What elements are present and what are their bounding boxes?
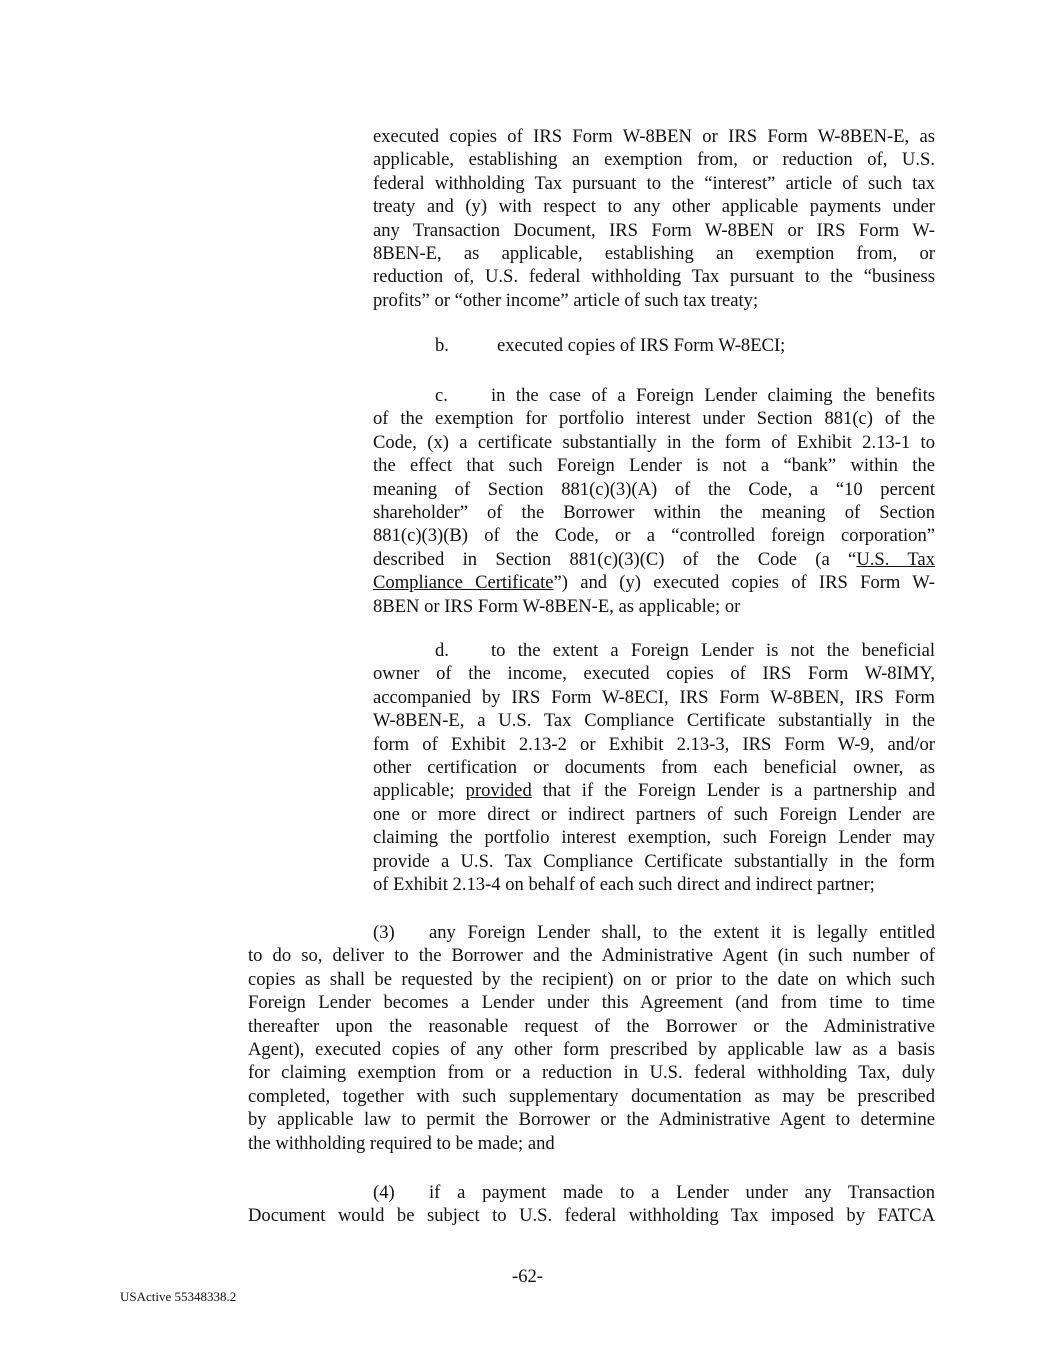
text-line (373, 639, 935, 662)
text-line (373, 595, 935, 618)
text-line (373, 756, 935, 779)
line-text: the withholding required to be made; and (248, 1132, 555, 1154)
line-text: copies as shall be requested by the recipient) on or prior to the date on which such (248, 968, 935, 990)
line-text: executed copies of IRS Form W-8ECI; (497, 335, 786, 356)
item-label: d. (435, 640, 449, 661)
line-text: treaty and (y) with respect to any other applicable payments under (373, 196, 935, 218)
line-text: for claiming exemption from or a reduction in U.S. federal withholding Tax, duly (248, 1062, 935, 1084)
line-text: 881(c)(3)(B) of the Code, or a “controlled foreign corporation” (373, 525, 935, 547)
line-text: completed, together with such supplementary documentation as may be prescribed (248, 1085, 935, 1107)
text-line (373, 242, 935, 265)
line-text: 8BEN or IRS Form W-8BEN-E, as applicable; or (373, 595, 741, 617)
line-text: executed copies of IRS Form W-8BEN or IRS Form W-8BEN-E, as (373, 126, 935, 147)
line-text: applicable, establishing an exemption from, or reduction of, U.S. (373, 149, 935, 171)
line-text: of Exhibit 2.13-4 on behalf of each such direct and indirect partner; (373, 873, 875, 895)
text-line (248, 1132, 935, 1155)
text-line (248, 1038, 935, 1061)
paragraph-4 (248, 1181, 935, 1228)
text-line (373, 571, 935, 594)
line-text: applicable; (373, 780, 466, 802)
text-line (373, 873, 935, 896)
text-line (373, 384, 935, 407)
underlined-term: U.S. Tax (856, 548, 935, 570)
text-line (248, 921, 935, 944)
line-text: claiming the portfolio interest exemption, such Foreign Lender may (373, 827, 935, 849)
text-line (373, 125, 935, 148)
paragraph-a-cont (373, 125, 935, 312)
line-text: shareholder” of the Borrower within the meaning of Section (373, 501, 935, 523)
line-text: that if the Foreign Lender is a partnership and (531, 780, 935, 802)
line-text: owner of the income, executed copies of IRS Form W-8IMY, (373, 663, 935, 685)
text-line (373, 172, 935, 195)
line-text: described in Section 881(c)(3)(C) of the Code (a “ (373, 548, 857, 570)
text-line (373, 686, 935, 709)
text-line (435, 334, 997, 357)
text-line (373, 662, 935, 685)
item-label: (3) (373, 922, 395, 943)
line-text: W-8BEN-E, a U.S. Tax Compliance Certificate substantially in the (373, 710, 935, 732)
text-line (373, 265, 935, 288)
underlined-term: provided (465, 780, 532, 802)
text-line (373, 148, 935, 171)
item-label: (4) (373, 1182, 395, 1203)
line-text: federal withholding Tax pursuant to the “interest” article of such tax (373, 172, 935, 194)
text-line (373, 431, 935, 454)
line-text: to the extent a Foreign Lender is not the beneficial (491, 640, 935, 661)
page-number: -62- (512, 1266, 543, 1287)
paragraph-b (435, 334, 997, 357)
item-label: c. (435, 385, 448, 406)
text-line (373, 850, 935, 873)
text-line (373, 501, 935, 524)
line-text: Agent), executed copies of any other form prescribed by applicable law as a basis (248, 1038, 935, 1060)
line-text: one or more direct or indirect partners of such Foreign Lender are (373, 803, 935, 825)
document-id-footer: USActive 55348338.2 (120, 1289, 237, 1304)
paragraph-d (373, 639, 935, 896)
line-text: to do so, deliver to the Borrower and the Administrative Agent (in such number of (248, 945, 935, 967)
line-text: provide a U.S. Tax Compliance Certificate substantially in the form (373, 850, 935, 872)
line-text: the effect that such Foreign Lender is not a “bank” within the (373, 455, 935, 477)
line-text: Foreign Lender becomes a Lender under this Agreement (and from time to time (248, 992, 935, 1014)
text-line (373, 709, 935, 732)
text-line (248, 1085, 935, 1108)
line-text: of the exemption for portfolio interest under Section 881(c) of the (373, 408, 935, 430)
text-line (248, 1015, 935, 1038)
text-line (373, 826, 935, 849)
text-line (248, 1108, 935, 1131)
text-line (373, 524, 935, 547)
line-text: if a payment made to a Lender under any Transaction (429, 1182, 935, 1203)
text-line (373, 407, 935, 430)
text-line (373, 803, 935, 826)
text-line (373, 779, 935, 802)
underlined-term: Compliance Certificate (373, 572, 554, 594)
line-text: reduction of, U.S. federal withholding Tax pursuant to the “business (373, 266, 935, 288)
line-text: thereafter upon the reasonable request of the Borrower or the Administrative (248, 1015, 935, 1037)
text-line (248, 1204, 935, 1227)
line-text: 8BEN-E, as applicable, establishing an exemption from, or (373, 242, 935, 264)
line-text: profits” or “other income” article of such tax treaty; (373, 289, 759, 311)
text-line (248, 968, 935, 991)
line-text: other certification or documents from each beneficial owner, as (373, 756, 935, 778)
line-text: Code, (x) a certificate substantially in the form of Exhibit 2.13-1 to (373, 431, 935, 453)
line-text: accompanied by IRS Form W-8ECI, IRS Form W-8BEN, IRS Form (373, 686, 935, 708)
item-label: b. (435, 335, 449, 356)
line-text: ”) and (y) executed copies of IRS Form W- (553, 572, 935, 594)
text-line (373, 195, 935, 218)
paragraph-3 (248, 921, 935, 1155)
text-line (248, 1061, 935, 1084)
line-text: any Foreign Lender shall, to the extent it is legally entitled (429, 922, 935, 943)
line-text: by applicable law to permit the Borrower or the Administrative Agent to determine (248, 1109, 935, 1131)
text-line (248, 1181, 935, 1204)
line-text: any Transaction Document, IRS Form W-8BEN or IRS Form W- (373, 219, 935, 241)
text-line (373, 454, 935, 477)
line-text: meaning of Section 881(c)(3)(A) of the Code, a “10 percent (373, 478, 935, 500)
line-text: form of Exhibit 2.13-2 or Exhibit 2.13-3, IRS Form W-9, and/or (373, 733, 935, 755)
text-line (373, 548, 935, 571)
text-line (373, 478, 935, 501)
text-line (373, 289, 935, 312)
text-line (248, 944, 935, 967)
line-text: Document would be subject to U.S. federal withholding Tax imposed by FATCA (248, 1205, 935, 1227)
text-line (373, 733, 935, 756)
text-line (248, 991, 935, 1014)
line-text: in the case of a Foreign Lender claiming the benefits (491, 385, 935, 406)
text-line (373, 219, 935, 242)
paragraph-c (373, 384, 935, 618)
